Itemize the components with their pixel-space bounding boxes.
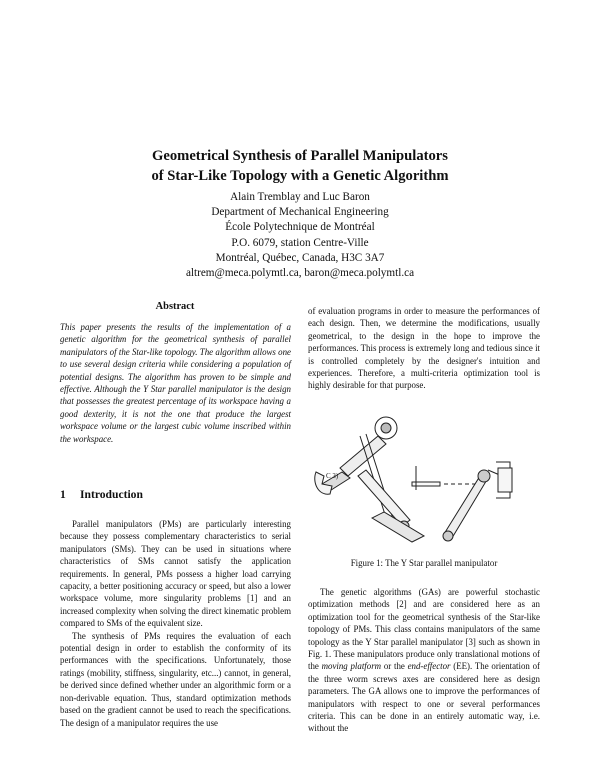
section-number: 1 xyxy=(60,488,66,501)
right-column-top xyxy=(308,305,540,392)
author-school: École Polytechnique de Montréal xyxy=(225,221,375,234)
paragraph xyxy=(308,586,540,735)
joint-right xyxy=(478,470,490,482)
paragraph: Parallel manipulators (PMs) are particularly interesting because they possess complementary characteristics to serial manipulators (SMs). They can be used in situations where characteristics of SMs cannot satisfy the application requirements. In general, PMs possess a higher load carrying capacity, a better positioning accuracy or speed, but also a lower workspace volume, more singularity problems [1] and an increased complexity when solving the direct kinematic problem compared to SMs of the equivalent size. xyxy=(60,519,291,629)
text-run: The genetic algorithms (GAs) are powerful stochastic optimization methods [2] and are considered here as an optimization tool for the geometrical synthesis of the Star-like topology of PMs. This class contains manipulators of the same topology as the Y Star parallel manipulator [3] such as shown in Fig. 1. These manipulators produce only translational motions of the xyxy=(308,587,540,672)
author-po: P.O. 6079, station Centre-Ville xyxy=(231,236,369,249)
section-heading-introduction xyxy=(60,488,300,501)
leg-right xyxy=(444,476,488,538)
joint-top-inner xyxy=(381,423,391,433)
figure-caption: Figure 1: The Y Star parallel manipulator xyxy=(350,558,498,568)
svg-text:C 3): C 3) xyxy=(326,472,339,480)
author-emails: altrem@meca.polymtl.ca, baron@meca.polymtl.ca xyxy=(185,267,415,280)
author-block xyxy=(0,190,600,281)
paragraph: The synthesis of PMs requires the evaluation of each potential design in order to establish the conformity of its performances with the specifications. Unfortunately, those ratings (mobility, stiffness, singularity, etc...) cannot, in general, be derived since defined whether under an algorithmic form or a non-derivable equation. Thus, standard optimization methods based on the gradient cannot be used to reach the specifications. The design of a manipulator requires the use xyxy=(60,630,291,728)
title-line-2: of Star-Like Topology with a Genetic Algorithm xyxy=(151,168,449,184)
arm-left xyxy=(340,436,386,476)
y-star-manipulator-figure xyxy=(312,406,540,552)
abstract-text: This paper presents the results of the implementation of a genetic algorithm for the geometrical synthesis of parallel manipulators of the Star-like topology. The algorithm allows one to use several design criteria while considering a population of potential designs. The algorithm has proven to be simple and effective. Although the Y Star parallel manipulator is the design that possesses the greatest percentage of its workspace having a good dexterity, it is not the one that produce the largest workspace volume or the largest cubic volume inscribed within the workspace. xyxy=(60,322,291,444)
text-run-italic: moving platform xyxy=(321,661,382,672)
text-run: or the xyxy=(381,661,408,672)
text-run: (EE). The orientation of the three worm screws axes are considered here as design parameters. The GA allows one to improve the performances of manipulators with respect to one or several performances criteria. This can be done in an entirely automatic way, i.e. without the xyxy=(308,661,540,734)
right-column-bottom xyxy=(308,586,540,735)
author-city: Montréal, Québec, Canada, H3C 3A7 xyxy=(215,251,385,264)
section-title: Introduction xyxy=(80,488,143,501)
abstract-heading: Abstract xyxy=(155,301,195,312)
title-line-1: Geometrical Synthesis of Parallel Manipulators xyxy=(152,148,448,164)
introduction-body xyxy=(60,518,291,729)
author-names: Alain Tremblay and Luc Baron xyxy=(230,191,370,203)
text-run-italic: end-effector xyxy=(407,661,451,672)
motor-right xyxy=(498,468,512,492)
joint-bottom-right xyxy=(443,531,453,541)
paper-title xyxy=(0,146,600,186)
paragraph: of evaluation programs in order to measure the performances of each design. Then, we determine the modifications, usually geometrical, to the design in the hope to improve the performances. This process is extremely long and tedious since it is controlled completely by the designer's intuition and experiences. Therefore, a multi-criteria optimization tool is highly desirable for that purpose. xyxy=(308,306,540,391)
author-department: Department of Mechanical Engineering xyxy=(211,206,389,219)
